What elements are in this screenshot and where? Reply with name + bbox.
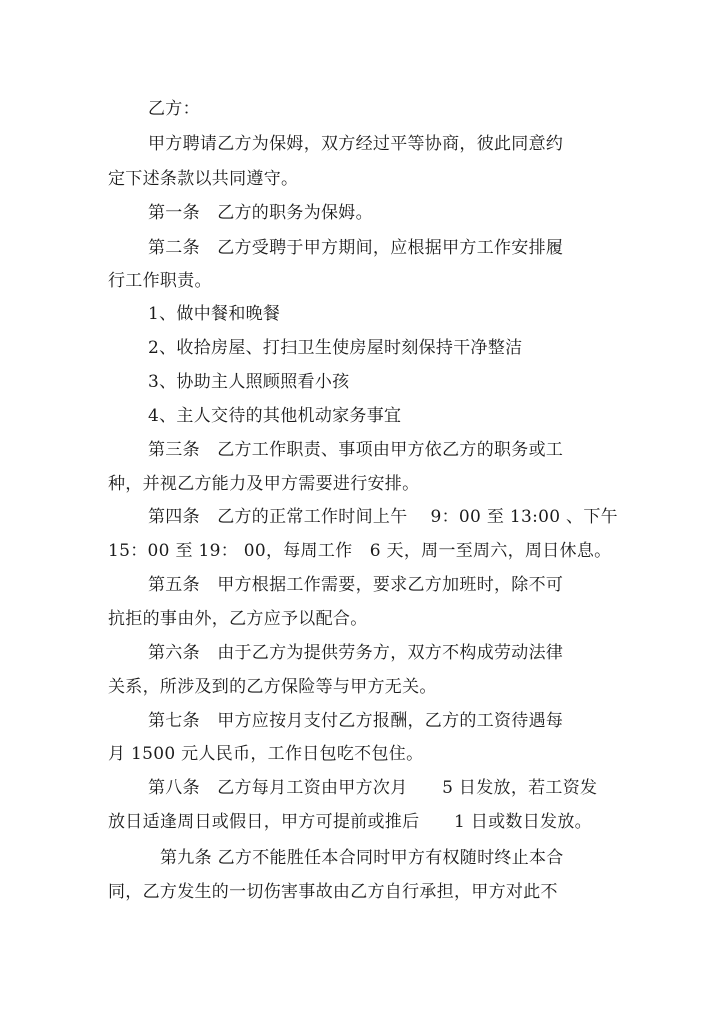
article-7-line-1: 第七条 甲方应按月支付乙方报酬，乙方的工资待遇每: [148, 711, 564, 731]
article-2-line-2: 行工作职责。: [108, 271, 212, 291]
article-9-line-2: 同，乙方发生的一切伤害事故由乙方自行承担，甲方对此不: [108, 882, 558, 902]
article-8-line-1: 第八条 乙方每月工资由甲方次月 5 日发放，若工资发: [148, 778, 598, 798]
duty-item-2: 2、收拾房屋、打扫卫生使房屋时刻保持干净整洁: [148, 338, 523, 358]
article-6-line-2: 关系，所涉及到的乙方保险等与甲方无关。: [108, 677, 437, 697]
article-8-line-2: 放日适逢周日或假日，甲方可提前或推后 1 日或数日发放。: [108, 812, 592, 832]
article-1: 第一条 乙方的职务为保姆。: [148, 203, 373, 223]
intro-paragraph-line-1: 甲方聘请乙方为保姆，双方经过平等协商，彼此同意约: [148, 134, 564, 154]
duty-item-4: 4、主人交待的其他机动家务事宜: [148, 406, 402, 426]
intro-paragraph-line-2: 定下述条款以共同遵守。: [108, 169, 299, 189]
party-b-heading: 乙方：: [148, 99, 200, 119]
duty-item-3: 3、协助主人照顾照看小孩: [148, 372, 350, 392]
article-4-line-1: 第四条 乙方的正常工作时间上午 9：00 至 13:00 、下午: [148, 507, 618, 527]
article-6-line-1: 第六条 由于乙方为提供劳务方，双方不构成劳动法律: [148, 643, 564, 663]
article-5-line-1: 第五条 甲方根据工作需要，要求乙方加班时，除不可: [148, 575, 564, 595]
article-5-line-2: 抗拒的事由外，乙方应予以配合。: [108, 609, 368, 629]
article-3-line-1: 第三条 乙方工作职责、事项由甲方依乙方的职务或工: [148, 440, 564, 460]
article-7-line-2: 月 1500 元人民币，工作日包吃不包住。: [108, 744, 424, 764]
article-2-line-1: 第二条 乙方受聘于甲方期间，应根据甲方工作安排履: [148, 238, 564, 258]
article-4-line-2: 15：00 至 19： 00，每周工作 6 天，周一至周六，周日休息。: [108, 541, 612, 561]
duty-item-1: 1、做中餐和晚餐: [148, 304, 281, 324]
article-3-line-2: 种，并视乙方能力及甲方需要进行安排。: [108, 474, 420, 494]
article-9-line-1: 第九条 乙方不能胜任本合同时甲方有权随时终止本合: [160, 848, 564, 868]
